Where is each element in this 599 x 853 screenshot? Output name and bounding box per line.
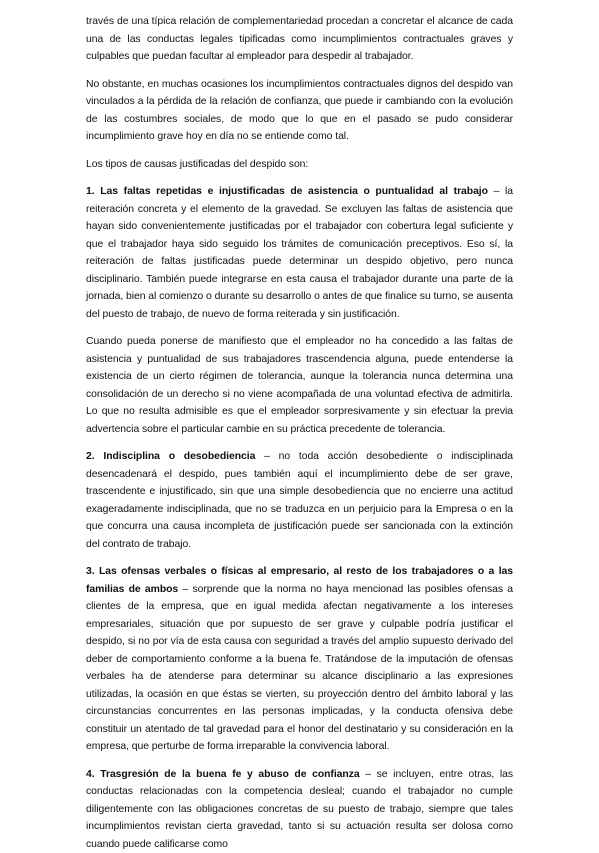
list-item-4: [86, 766, 513, 853]
paragraph-no-obstante: [86, 76, 513, 146]
paragraph-text: través de una típica relación de complementariedad procedan a concretar el alcance de cada una de las conductas legales tipificadas como incumplimientos contractuales graves y culpables que puedan facultar al empleador para despedir al trabajador.: [86, 16, 513, 62]
list-item-2: [86, 448, 513, 553]
paragraph-text: Cuando pueda ponerse de manifiesto que el empleador no ha concedido a las faltas de asistencia y puntualidad de sus trabajadores trascendencia alguna, puede entenderse la existencia de un cierto régimen de tolerancia, aunque la tolerancia nunca determina una consolidación de un derecho si no viene acompañada de una voluntad efectiva de admitirla. Lo que no resulta admisible es que el empleador sorpresivamente y sin efectuar la previa advertencia sobre el particular cambie en su práctica precedente de tolerancia.: [86, 336, 513, 435]
list-item-1: [86, 183, 513, 323]
list-item-body: – la reiteración concreta y el elemento de la gravedad. Se excluyen las faltas de asistencia que hayan sido convenientemente justificadas por el trabajador con cobertura legal suficiente y que el trabajador haya sido seguido los trámites de comunicación preceptivos. Eso sí, la reiteración de faltas justificadas puede determinar un despido objetivo, pero nunca disciplinario. También puede integrarse en esta causa el trabajador durante una parte de la jornada, bien al comienzo o durante su desarrollo o antes de que finalice su turno, se ausenta del puesto de trabajo, de nuevo de forma reiterada y sin justificación.: [86, 186, 513, 320]
list-item-3: [86, 563, 513, 756]
list-item-heading: 3. Las ofensas verbales o físicas al empresario, al resto de los trabajadores o a las familias de ambos: [86, 566, 513, 595]
paragraph-cuando: [86, 333, 513, 438]
list-item-body: – sorprende que la norma no haya mencionad las posibles ofensas a clientes de la empresa, que en igual medida afectan negativamente a los intereses empresariales, situación que por supuesto de ser grave y culpable podría justificar el despido, si no por vía de esta causa con seguridad a través del amplio supuesto derivado del deber de comportamiento conforme a la buena fe. Tratándose de la imputación de ofensas verbales ha de atenderse para determinar su alcance disciplinario a las expresiones utilizadas, la ocasión en que éstas se vierten, su proyección dentro del ámbito laboral y las circunstancias concurrentes en las personas implicadas, y la conducta ofensiva debe constituir un atentado de tal gravedad para el honor del destinatario y su consideración en la empresa, que perturbe de forma irreparable la convivencia laboral.: [86, 584, 513, 753]
paragraph-text: Los tipos de causas justificadas del despido son:: [86, 159, 308, 170]
paragraph-tipos: [86, 156, 513, 174]
list-item-body: – se incluyen, entre otras, las conductas relacionadas con la competencia desleal; cuando el trabajador no cumple diligentemente con las obligaciones concretas de su puesto de trabajo, siempre que tales incumplimientos revistan cierta gravedad, tanto si su actuación resulta ser dolosa como cuando puede calificarse como: [86, 769, 513, 850]
list-item-body: – no toda acción desobediente o indisciplinada desencadenará el despido, pues también aquí el incumplimiento debe de ser grave, trascendente e injustificado, sin que una simple desobediencia que no encierre una actitud exageradamente indisciplinada, que no se traduzca en un perjuicio para la Empresa o en la que concurra una causa incompleta de justificación puede ser sancionada con la extinción del contrato de trabajo.: [86, 451, 513, 550]
list-item-heading: 1. Las faltas repetidas e injustificadas de asistencia o puntualidad al trabajo: [86, 186, 488, 197]
paragraph-text: No obstante, en muchas ocasiones los incumplimientos contractuales dignos del despido van vinculados a la pérdida de la relación de confianza, que puede ir cambiando con la evolución de las costumbres sociales, de modo que lo que en el pasado se pudo considerar incumplimiento grave hoy en día no se entiende como tal.: [86, 79, 513, 143]
list-item-heading: 2. Indisciplina o desobediencia: [86, 451, 255, 462]
list-item-heading: 4. Trasgresión de la buena fe y abuso de confianza: [86, 769, 360, 780]
paragraph-intro-continuation: [86, 13, 513, 66]
